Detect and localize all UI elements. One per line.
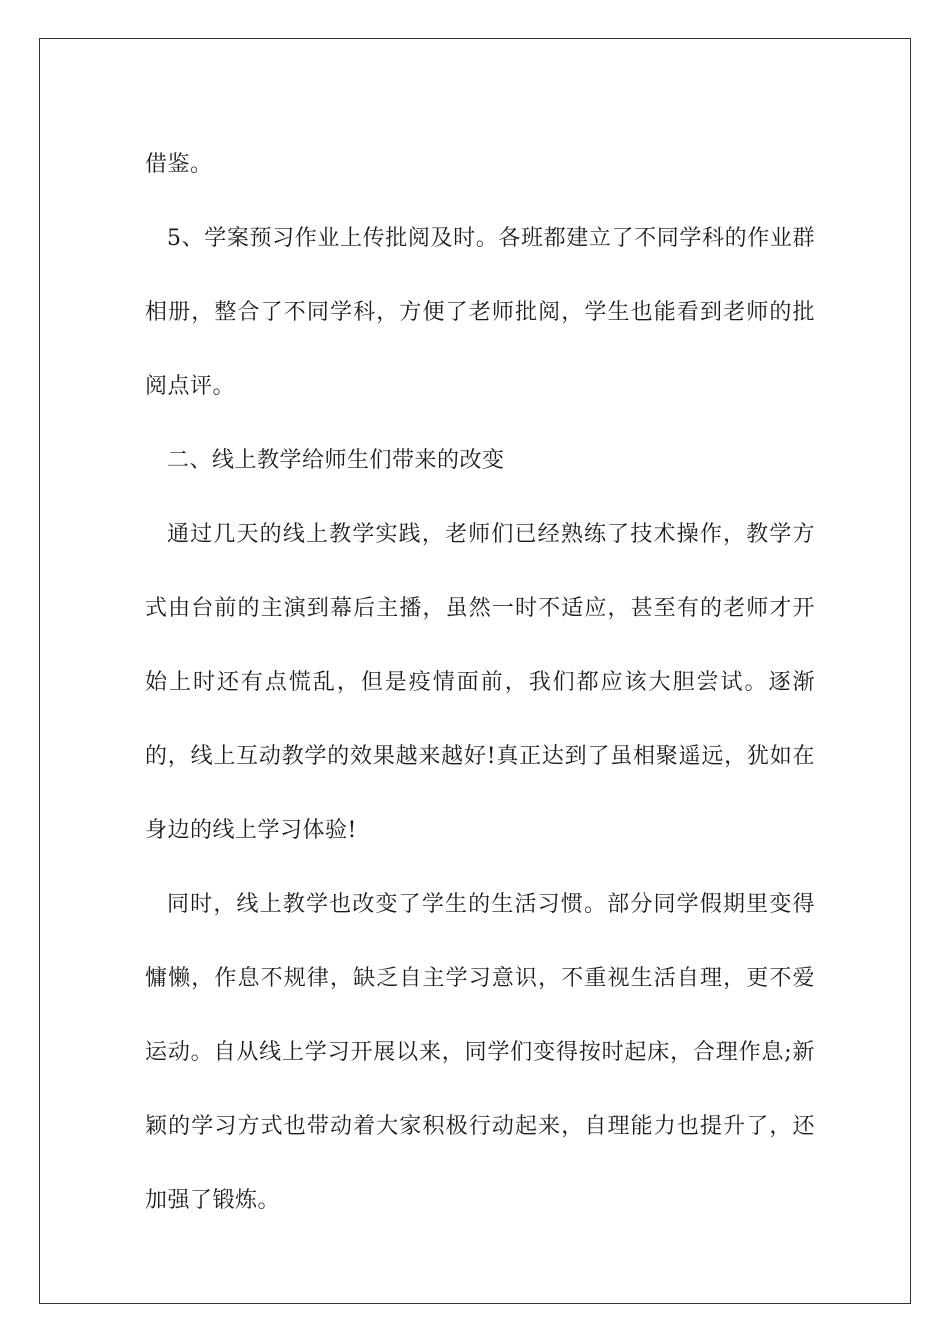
paragraph-teaching-practice: 通过几天的线上教学实践，老师们已经熟练了技术操作，教学方式由台前的主演到幕后主播，虽然一时不适应，甚至有的老师才开始上时还有点慌乱，但是疫情面前，我们都应该大胆尝试。逐渐的，线上互动教学的效果越来越好!真正达到了虽相聚遥远，犹如在身边的线上学习体验!: [145, 522, 815, 843]
section-heading: 二、线上教学给师生们带来的改变: [167, 448, 505, 473]
document-body: [145, 128, 815, 1238]
paragraph-student-habits: 同时，线上教学也改变了学生的生活习惯。部分同学假期里变得慵懒，作息不规律，缺乏自主学习意识，不重视生活自理，更不爱运动。自从线上学习开展以来，同学们变得按时起床，合理作息;新颖的学习方式也带动着大家积极行动起来，自理能力也提升了，还加强了锻炼。: [145, 892, 815, 1213]
paragraph-continuation: 借鉴。: [145, 152, 213, 177]
paragraph-item-5: 5、学案预习作业上传批阅及时。各班都建立了不同学科的作业群相册，整合了不同学科，方便了老师批阅，学生也能看到老师的批阅点评。: [145, 226, 815, 399]
